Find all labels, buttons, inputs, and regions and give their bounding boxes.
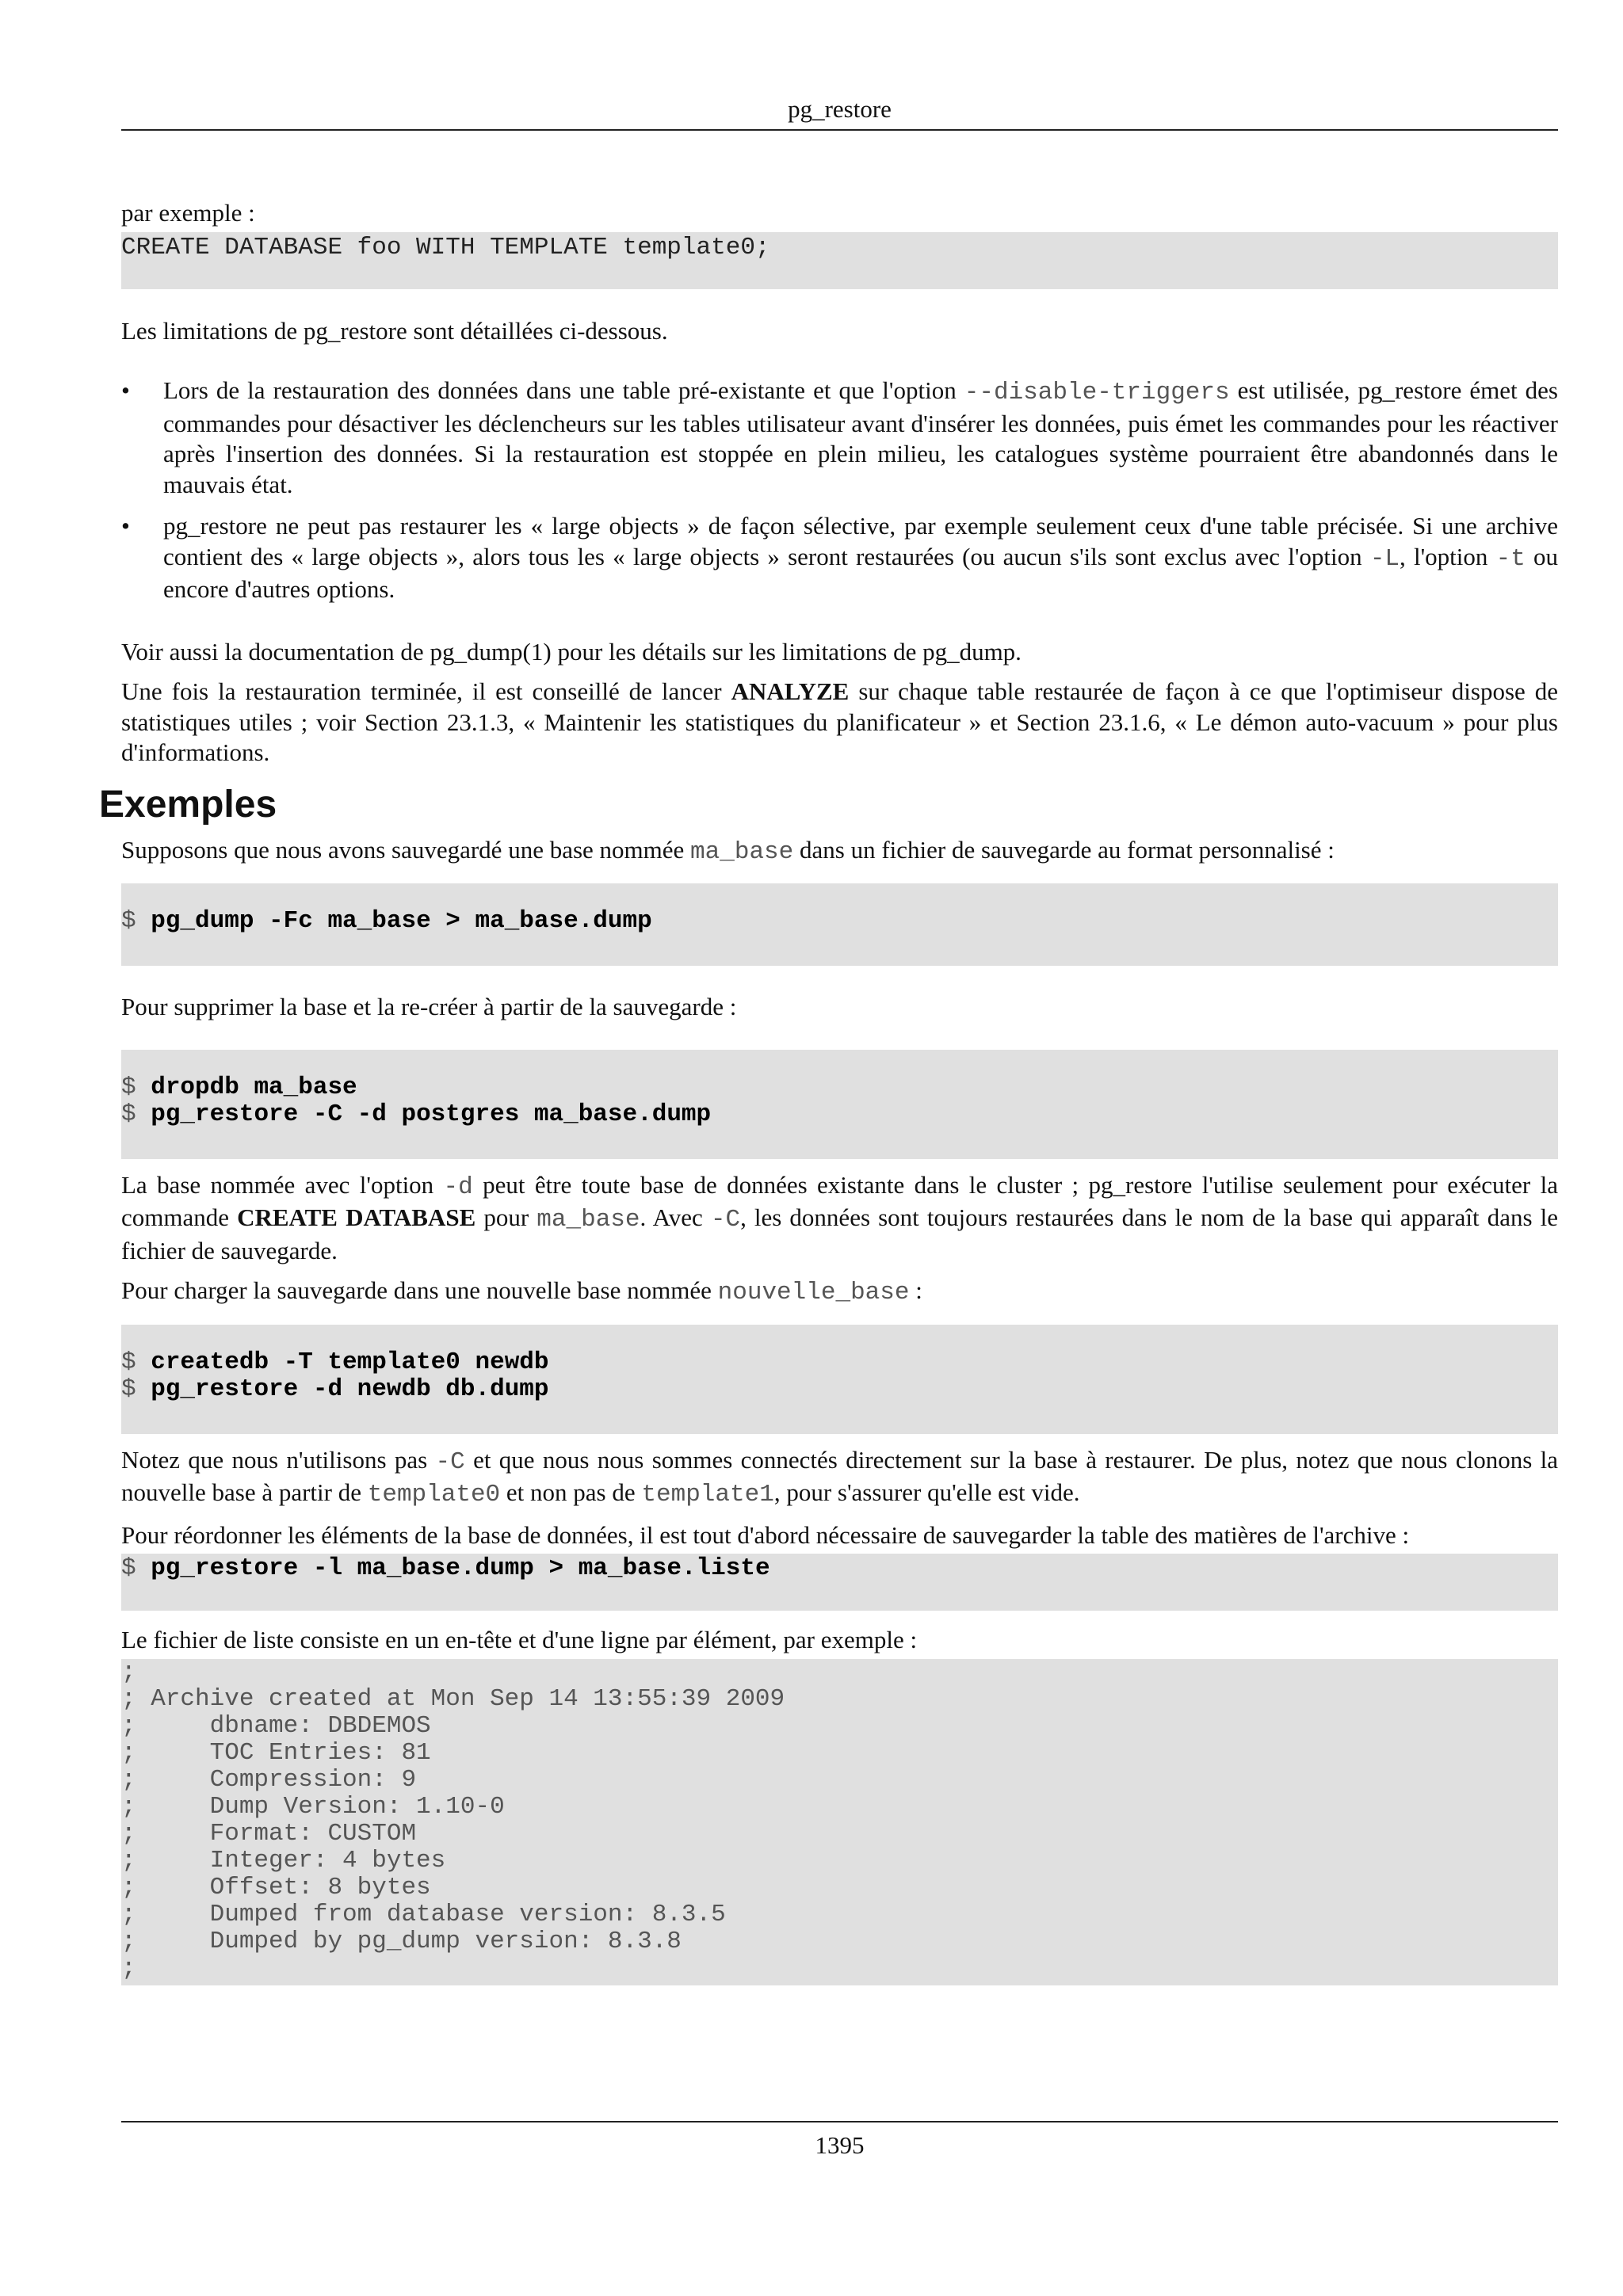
code-block-restore-list: $ pg_restore -l ma_base.dump > ma_base.liste — [121, 1554, 1558, 1611]
list-item: • pg_restore ne peut pas restaurer les « large objects » de façon sélective, par exemple seulement ceux d'une table précisée. Si une archive contient des « large objects », alors tous les « large objects » seront restaurées (ou aucun s'ils sont exclus avec l'option -L, l'option -t ou encore d'autres options. — [121, 512, 1558, 603]
page-body — [99, 198, 1559, 1985]
limitations-intro: Les limitations de pg_restore sont détaillées ci-dessous. — [121, 316, 668, 345]
footer-rule — [121, 2121, 1558, 2122]
header-rule — [121, 129, 1558, 131]
new-base-paragraph: Pour charger la sauvegarde dans une nouvelle base nommée nouvelle_base : — [121, 1276, 922, 1306]
option-t: -t — [1495, 544, 1526, 573]
examples-intro: Supposons que nous avons sauvegardé une base nommée ma_base dans un fichier de sauvegarde au format personnalisé : — [121, 835, 1335, 866]
code-block-archive-listing: ; ; Archive created at Mon Sep 14 13:55:39 2009 ; dbname: DBDEMOS ; TOC Entries: 81 ; Compression: 9 ; Dump Version: 1.10-0 ; Format: CUSTOM ; Integer: 4 bytes ; Offset: 8 bytes ; Dumped from database version: 8.3.5 ; Dumped by pg_dump version: 8.3.8 ; — [121, 1659, 1558, 1985]
option-d-paragraph: La base nommée avec l'option -d peut être toute base de données existante dans le cluster ; pg_restore l'utilise seulement pour exécuter la commande CREATE DATABASE pour ma_base. Avec -C, les données sont toujours restaurées dans le nom de la base qui apparaît dans le fichier de sauvegarde. — [121, 1170, 1559, 1264]
analyze-paragraph: Une fois la restauration terminée, il est conseillé de lancer ANALYZE sur chaque table restaurée de façon à ce que l'optimiseur dispose de statistiques utiles ; voir Section 23.1.3, « Maintenir les statistiques du planificateur » et Section 23.1.6, « Le démon auto-vacuum » pour plus d'informations. — [121, 677, 1558, 766]
limitations-list — [121, 376, 1558, 605]
list-item: • Lors de la restauration des données dans une table pré-existante et que l'option --disable-triggers est utilisée, pg_restore émet des commandes pour désactiver les déclencheurs sur les tables utilisateur avant d'insérer les données, puis émet les commandes pour les réactiver après l'insertion des données. Si la restauration est stoppée en plein milieu, les catalogues système pourraient être abandonnés dans le mauvais état. — [121, 376, 1558, 498]
code-block-dropdb-restore: $ dropdb ma_base $ pg_restore -C -d postgres ma_base.dump — [121, 1050, 1558, 1159]
page-number: 1395 — [815, 2131, 865, 2159]
bullet-icon: • — [121, 376, 130, 404]
option-L: -L — [1369, 544, 1400, 573]
code-block-createdb-restore: $ createdb -T template0 newdb $ pg_restore -d newdb db.dump — [121, 1325, 1558, 1434]
template-paragraph: Notez que nous n'utilisons pas -C et que nous nous sommes connectés directement sur la base à restaurer. De plus, notez que nous clonons la nouvelle base à partir de template0 et non pas de template1, pour s'assurer qu'elle est vide. — [121, 1445, 1558, 1508]
analyze-command: ANALYZE — [731, 677, 850, 705]
running-header: pg_restore — [788, 95, 892, 123]
example-label: par exemple : — [121, 199, 255, 227]
reorder-paragraph: Pour réordonner les éléments de la base de données, il est tout d'abord nécessaire de sauvegarder la table des matières de l'archive : — [121, 1520, 1410, 1549]
option-disable-triggers: --disable-triggers — [964, 379, 1230, 406]
see-also-paragraph: Voir aussi la documentation de pg_dump(1) pour les détails sur les limitations de pg_dump. — [121, 637, 1022, 666]
list-file-paragraph: Le fichier de liste consiste en un en-tête et d'une ligne par élément, par exemple : — [121, 1626, 918, 1653]
bullet-icon: • — [121, 512, 130, 540]
code-block-create-database: CREATE DATABASE foo WITH TEMPLATE template0; — [121, 232, 1558, 289]
drop-recreate-paragraph: Pour supprimer la base et la re-créer à partir de la sauvegarde : — [121, 993, 737, 1020]
code-block-pg-dump: $ pg_dump -Fc ma_base > ma_base.dump — [121, 883, 1558, 966]
section-heading-examples: Exemples — [99, 783, 277, 826]
